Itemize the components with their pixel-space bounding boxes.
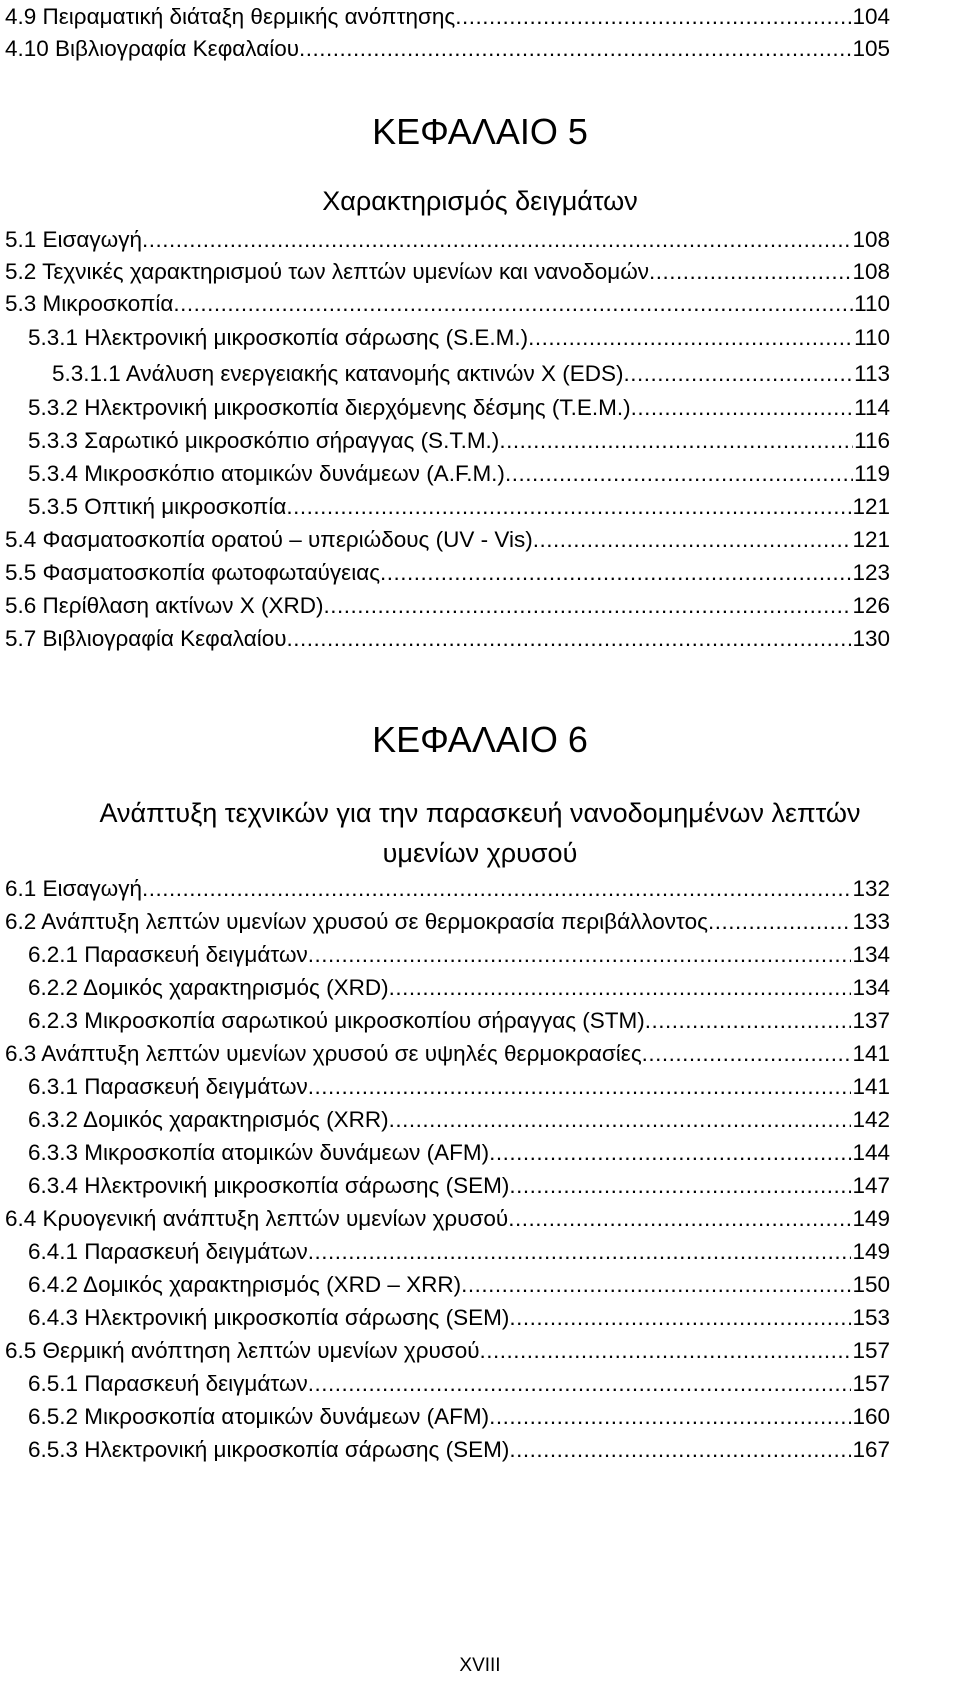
toc-entry-page: 133 (852, 909, 890, 934)
toc-entry-title: 6.3.4 Ηλεκτρονική μικροσκοπία σάρωσης (SEM) (28, 1173, 510, 1198)
dot-leader (489, 1135, 851, 1171)
toc-entry-title: 6.5 Θερμική ανόπτηση λεπτών υμενίων χρυσού (5, 1338, 480, 1363)
toc-entry-page: 105 (852, 36, 890, 61)
dot-leader (509, 1432, 851, 1468)
dot-leader (299, 31, 851, 67)
toc-entry-page: 150 (852, 1272, 890, 1297)
toc-entry (52, 356, 890, 392)
toc-entry-page: 121 (852, 527, 890, 552)
toc-entry (28, 1234, 890, 1270)
dot-leader (308, 937, 852, 973)
dot-leader (708, 904, 851, 940)
toc-entry-title: 5.3.5 Οπτική μικροσκοπία (28, 494, 287, 519)
toc-entry-page: 141 (852, 1041, 890, 1066)
toc-entry (28, 1168, 890, 1204)
chapter-title-line-2: υμενίων χρυσού (382, 838, 578, 868)
toc-entry-page: 147 (852, 1173, 890, 1198)
toc-entry (5, 0, 890, 35)
toc-entry-title: 5.2 Τεχνικές χαρακτηρισμού των λεπτών υμενίων και νανοδομών (5, 259, 650, 284)
toc-entry-page: 119 (854, 461, 890, 486)
dot-leader (505, 456, 853, 492)
toc-entry-title: 6.2.1 Παρασκευή δειγμάτων (28, 942, 308, 967)
toc-entry (5, 522, 890, 558)
toc-entry (5, 31, 890, 67)
toc-entry (28, 1300, 890, 1336)
dot-leader (509, 1168, 851, 1204)
dot-leader (461, 1267, 851, 1303)
toc-entry (28, 937, 890, 973)
dot-leader (642, 1036, 852, 1072)
toc-entry (28, 320, 890, 356)
dot-leader (389, 970, 852, 1006)
dot-leader (308, 1069, 852, 1105)
toc-entry-page: 108 (852, 227, 890, 252)
dot-leader (142, 222, 851, 258)
toc-entry-page: 149 (852, 1239, 890, 1264)
toc-entry-page: 134 (852, 975, 890, 1000)
toc-entry (28, 489, 890, 525)
toc-entry-page: 134 (852, 942, 890, 967)
dot-leader (645, 1003, 852, 1039)
dot-leader (455, 0, 851, 35)
toc-entry-page: 116 (854, 428, 890, 453)
toc-entry-title: 6.3 Ανάπτυξη λεπτών υμενίων χρυσού σε υψηλές θερμοκρασίες (5, 1041, 642, 1066)
toc-entry (5, 621, 890, 657)
dot-leader (286, 489, 851, 525)
toc-entry (5, 871, 890, 907)
toc-entry-page: 157 (852, 1338, 890, 1363)
toc-entry-page: 141 (852, 1074, 890, 1099)
toc-entry-page: 121 (852, 494, 890, 519)
toc-entry-title: 6.3.1 Παρασκευή δειγμάτων (28, 1074, 308, 1099)
toc-entry (5, 588, 890, 624)
toc-entry-page: 114 (854, 395, 890, 420)
toc-entry-title: 6.3.3 Μικροσκοπία ατομικών δυνάμεων (AFM) (28, 1140, 490, 1165)
chapter-title: Χαρακτηρισμός δειγμάτων (322, 186, 638, 216)
toc-entry (28, 1135, 890, 1171)
toc-entry (28, 390, 890, 426)
toc-entry (5, 1333, 890, 1369)
toc-entry-page: 160 (852, 1404, 890, 1429)
toc-entry (5, 1036, 890, 1072)
toc-entry-page: 144 (852, 1140, 890, 1165)
toc-entry-page: 157 (852, 1371, 890, 1396)
toc-entry (28, 1432, 890, 1468)
toc-entry-page: 137 (852, 1008, 890, 1033)
toc-entry (28, 970, 890, 1006)
toc-entry-title: 5.3.1.1 Ανάλυση ενεργειακής κατανομής ακτινών X (EDS) (52, 361, 624, 386)
toc-entry (28, 1366, 890, 1402)
toc-entry-title: 5.3.2 Ηλεκτρονική μικροσκοπία διερχόμενης δέσμης (T.E.M.) (28, 395, 631, 420)
dot-leader (480, 1333, 852, 1369)
dot-leader (173, 286, 853, 322)
toc-entry (5, 254, 890, 290)
toc-entry-title: 6.4 Κρυογενική ανάπτυξη λεπτών υμενίων χρυσού (5, 1206, 509, 1231)
toc-entry-title: 5.7 Βιβλιογραφία Κεφαλαίου (5, 626, 287, 651)
dot-leader (389, 1102, 852, 1138)
toc-entry (5, 904, 890, 940)
toc-entry-page: 104 (852, 4, 890, 29)
toc-entry (28, 1267, 890, 1303)
toc-entry-page: 126 (852, 593, 890, 618)
page-number: XVIII (459, 1655, 501, 1676)
toc-entry-title: 5.5 Φασματοσκοπία φωτοφωταύγειας (5, 560, 381, 585)
toc-entry-title: 4.10 Βιβλιογραφία Κεφαλαίου (5, 36, 300, 61)
toc-entry-title: 5.3.4 Μικροσκόπιο ατομικών δυνάμεων (A.F.M.) (28, 461, 505, 486)
toc-entry-title: 6.4.1 Παρασκευή δειγμάτων (28, 1239, 308, 1264)
toc-entry-title: 6.4.2 Δομικός χαρακτηρισμός (XRD – XRR) (28, 1272, 462, 1297)
dot-leader (649, 254, 851, 290)
toc-entry-title: 6.1 Εισαγωγή (5, 876, 143, 901)
toc-entry-title: 6.2.3 Μικροσκοπία σαρωτικού μικροσκοπίου σήραγγας (STM) (28, 1008, 645, 1033)
toc-entry (28, 423, 890, 459)
toc-entry-title: 5.1 Εισαγωγή (5, 227, 143, 252)
toc-entry-page: 110 (854, 291, 890, 316)
toc-entry-page: 142 (852, 1107, 890, 1132)
toc-entry-title: 5.6 Περίθλαση ακτίνων X (XRD) (5, 593, 324, 618)
dot-leader (308, 1234, 852, 1270)
toc-entry (5, 286, 890, 322)
toc-entry-title: 4.9 Πειραματική διάταξη θερμικής ανόπτησης (5, 4, 456, 29)
toc-entry-title: 5.3 Μικροσκοπία (5, 291, 174, 316)
toc-entry-page: 108 (852, 259, 890, 284)
toc-entry-title: 6.4.3 Ηλεκτρονική μικροσκοπία σάρωσης (SEM) (28, 1305, 510, 1330)
toc-entry-page: 153 (852, 1305, 890, 1330)
dot-leader (533, 522, 852, 558)
toc-entry-page: 167 (852, 1437, 890, 1462)
dot-leader (142, 871, 851, 907)
toc-entry (5, 222, 890, 258)
dot-leader (308, 1366, 852, 1402)
toc-entry-title: 6.2.2 Δομικός χαρακτηρισμός (XRD) (28, 975, 389, 1000)
toc-entry-title: 6.2 Ανάπτυξη λεπτών υμενίων χρυσού σε θερμοκρασία περιβάλλοντος (5, 909, 708, 934)
dot-leader (323, 588, 851, 624)
chapter-heading: ΚΕΦΑΛΑΙΟ 5 (372, 111, 588, 152)
dot-leader (631, 390, 854, 426)
dot-leader (499, 423, 853, 459)
toc-entry (28, 1069, 890, 1105)
toc-entry (5, 1201, 890, 1237)
dot-leader (380, 555, 851, 591)
toc-entry-title: 6.5.1 Παρασκευή δειγμάτων (28, 1371, 308, 1396)
toc-entry-page: 130 (852, 626, 890, 651)
toc-entry-title: 6.5.3 Ηλεκτρονική μικροσκοπία σάρωσης (SEM) (28, 1437, 510, 1462)
dot-leader (509, 1300, 851, 1336)
dot-leader (528, 320, 853, 356)
chapter-heading: ΚΕΦΑΛΑΙΟ 6 (372, 719, 588, 760)
toc-entry (28, 1003, 890, 1039)
toc-entry-page: 113 (854, 361, 890, 386)
dot-leader (489, 1399, 851, 1435)
toc-entry-title: 5.3.3 Σαρωτικό μικροσκόπιο σήραγγας (S.T.M.) (28, 428, 500, 453)
toc-entry (28, 1399, 890, 1435)
toc-entry (5, 555, 890, 591)
dot-leader (508, 1201, 851, 1237)
toc-entry-page: 149 (852, 1206, 890, 1231)
toc-entry-page: 132 (852, 876, 890, 901)
toc-entry-page: 123 (852, 560, 890, 585)
toc-entry (28, 456, 890, 492)
toc-entry-title: 6.5.2 Μικροσκοπία ατομικών δυνάμεων (AFM) (28, 1404, 490, 1429)
dot-leader (287, 621, 852, 657)
toc-entry-title: 6.3.2 Δομικός χαρακτηρισμός (XRR) (28, 1107, 389, 1132)
toc-entry-title: 5.4 Φασματοσκοπία ορατού – υπεριώδους (UV - Vis) (5, 527, 533, 552)
toc-entry (28, 1102, 890, 1138)
chapter-title-line-1: Ανάπτυξη τεχνικών για την παρασκευή νανοδομημένων λεπτών (99, 798, 861, 828)
toc-entry-page: 110 (854, 325, 890, 350)
toc-entry-title: 5.3.1 Ηλεκτρονική μικροσκοπία σάρωσης (S.E.M.) (28, 325, 529, 350)
dot-leader (623, 356, 853, 392)
